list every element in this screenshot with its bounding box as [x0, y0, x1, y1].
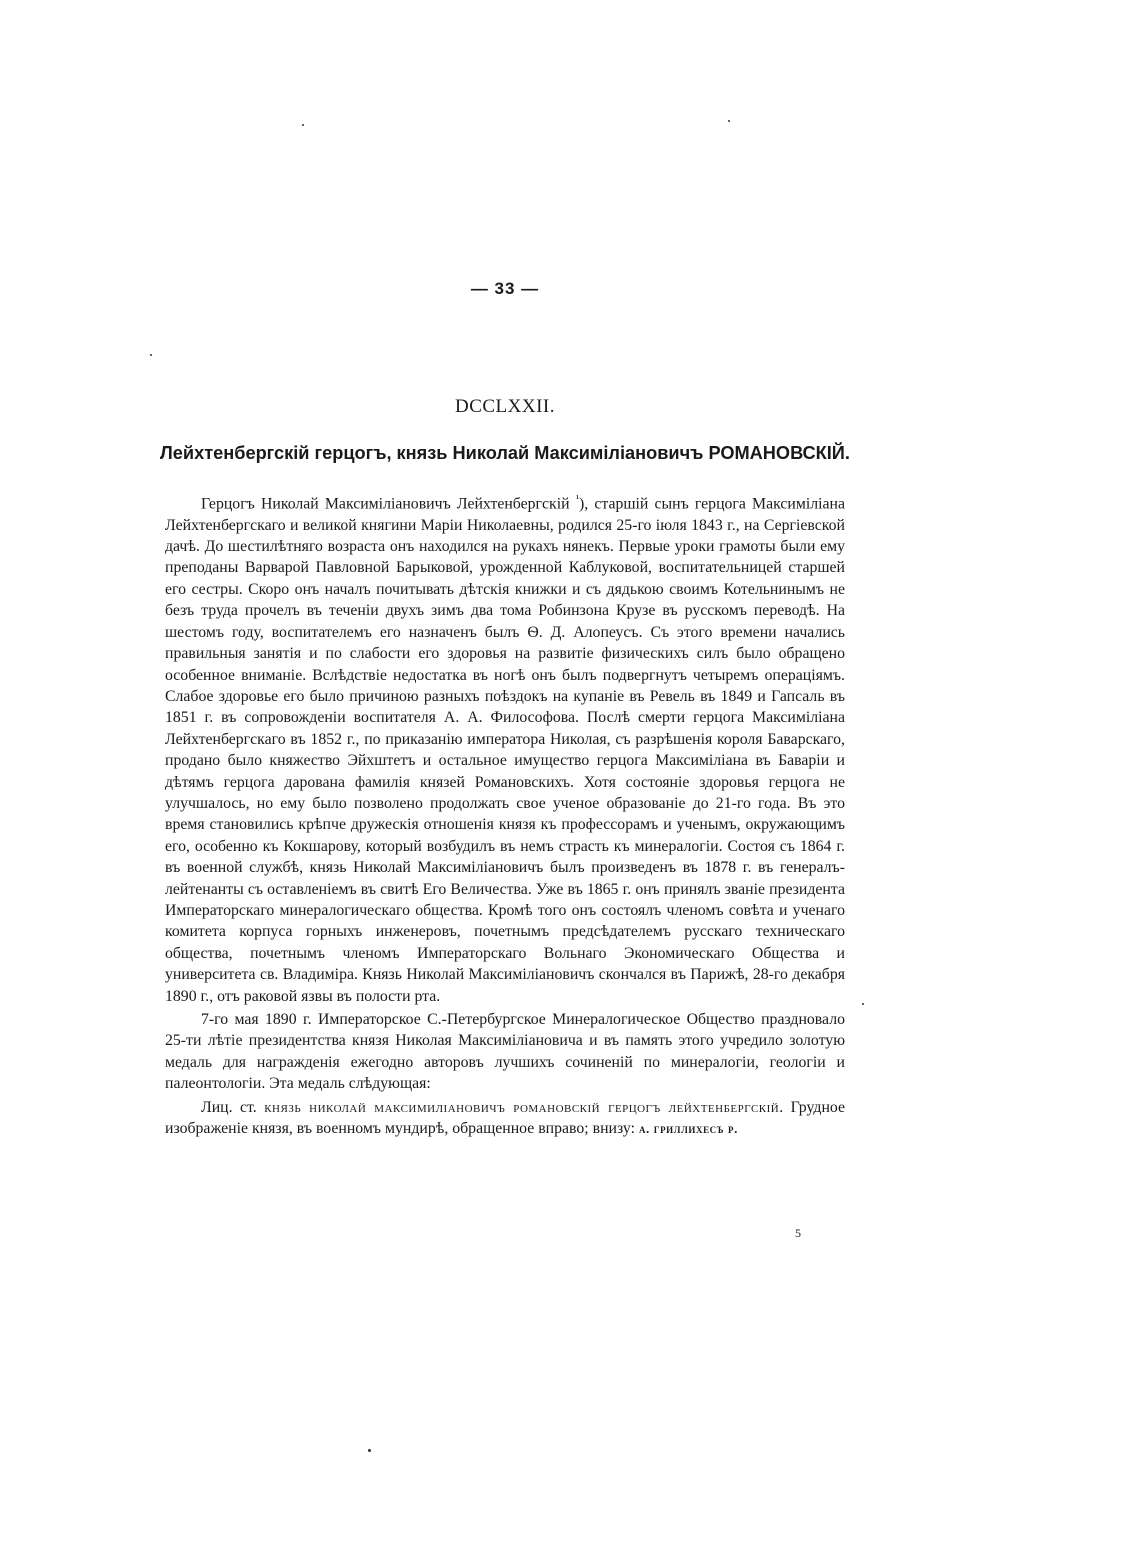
paragraph-biography-rest: ), старшій сынъ герцога Максиміліана Лейхтенбергскаго и великой княгини Маріи Николаевны, родился 25-го іюля 1843 г., на Сергіевской дачѣ. До шестилѣтняго возраста онъ находился на рукахъ нянекъ. Первые уроки грамоты были ему преподаны Варварой Павловной Барыковой, урожденной Каблуковой, воспитательницей старшей его сестры. Скоро онъ началъ почитывать дѣтскія книжки и съ дядькою своимъ Котельнинымъ не безъ труда прочелъ въ теченіи двухъ зимъ два тома Робинзона Крузе въ русскомъ переводѣ. На шестомъ году, воспитателемъ его назначенъ былъ Ѳ. Д. Алопеусъ. Съ этого времени начались правильныя занятія и по слабости его здоровья на развитіе физическихъ силъ было обращено особенное вниманіе. Вслѣдствіе недостатка въ ногѣ онъ былъ подвергнутъ четыремъ операціямъ. Слабое здоровье его было причиною разныхъ поѣздокъ на купаніе въ Ревель въ 1849 и Гапсаль въ 1851 г. въ сопровожденіи воспитателя А. А. Философова. Послѣ смерти герцога Максиміліана Лейхтенбергскаго въ 1852 г., по приказанію императора Николая, съ разрѣшенія короля Баварскаго, продано было княжество Эйхштетъ и остальное имущество герцога Максиміліана въ Баваріи и дѣтямъ герцога дарована фамилія князей Романовскихъ. Хотя состояніе здоровья герцога не улучшалось, но ему было позволено продолжать свое ученое образованіе до 21-го года. Въ это время становились крѣпче дружескія отношенія князя къ профессорамъ и ученымъ, окружающимъ его, особенно къ Кокшарову, который возбудилъ въ немъ страсть къ минералогіи. Состоя съ 1864 г. въ военной службѣ, князь Николай Максиміліановичъ былъ произведенъ въ 1878 г. въ генералъ-лейтенанты съ оставленіемъ въ свитѣ Его Величества. Уже въ 1865 г. онъ принялъ званіе президента Императорскаго минералогическаго общества. Кромѣ того онъ состоялъ членомъ совѣта и ученаго комитета корпуса горныхъ инженеровъ, почетнымъ предсѣдателемъ русскаго техническаго общества, почетнымъ членомъ Императорскаго Вольнаго Экономическаго Общества и университета св. Владиміра. Князь Николай Максиміліановичъ скончался въ Парижѣ, 28-го декабря 1890 г., отъ раковой язвы въ полости рта.: [165, 495, 845, 1005]
medal-legend: князь николай максимиліановичъ романовскій герцогъ лейхтенбергскій: [264, 1098, 780, 1116]
section-number: DCCLXXII.: [454, 396, 556, 417]
print-speck: [728, 120, 730, 122]
obverse-description: . Грудное изображеніе князя, въ военномъ мундирѣ, обращенное вправо; внизу:: [165, 1098, 845, 1138]
print-speck: [862, 1003, 864, 1005]
article-body: [165, 489, 845, 1139]
print-speck: [368, 1449, 371, 1452]
page-number: — 33 —: [470, 279, 540, 298]
footnote-marker: ¹: [575, 493, 580, 505]
paragraph-medal-founding: 7-го мая 1890 г. Императорское С.-Петербургское Минералогическое Общество праздновало 25-ти лѣтіе президентства князя Николая Максиміліановича и въ память этого учредило золотую медаль для награжденія ежегодно авторовъ лучшихъ сочиненій по минералогіи, геологіи и палеонтологіи. Эта медаль слѣдующая:: [165, 1011, 845, 1093]
paragraph-biography-start: Герцогъ Николай Максиміліановичъ Лейхтенбергскій: [201, 495, 576, 513]
print-speck: [302, 124, 304, 126]
obverse-label: Лиц. ст.: [201, 1098, 265, 1116]
sheet-signature-mark: 5: [795, 1226, 801, 1240]
article-title: Лейхтенбергскій герцогъ, князь Николай Максиміліановичъ РОМАНОВСКІЙ.: [160, 443, 850, 463]
paragraph-biography: [165, 489, 845, 1007]
engraver-signature: а. гриллихесъ р.: [638, 1121, 738, 1137]
print-speck: [150, 354, 152, 356]
paragraph-medal-description: [165, 1097, 845, 1140]
